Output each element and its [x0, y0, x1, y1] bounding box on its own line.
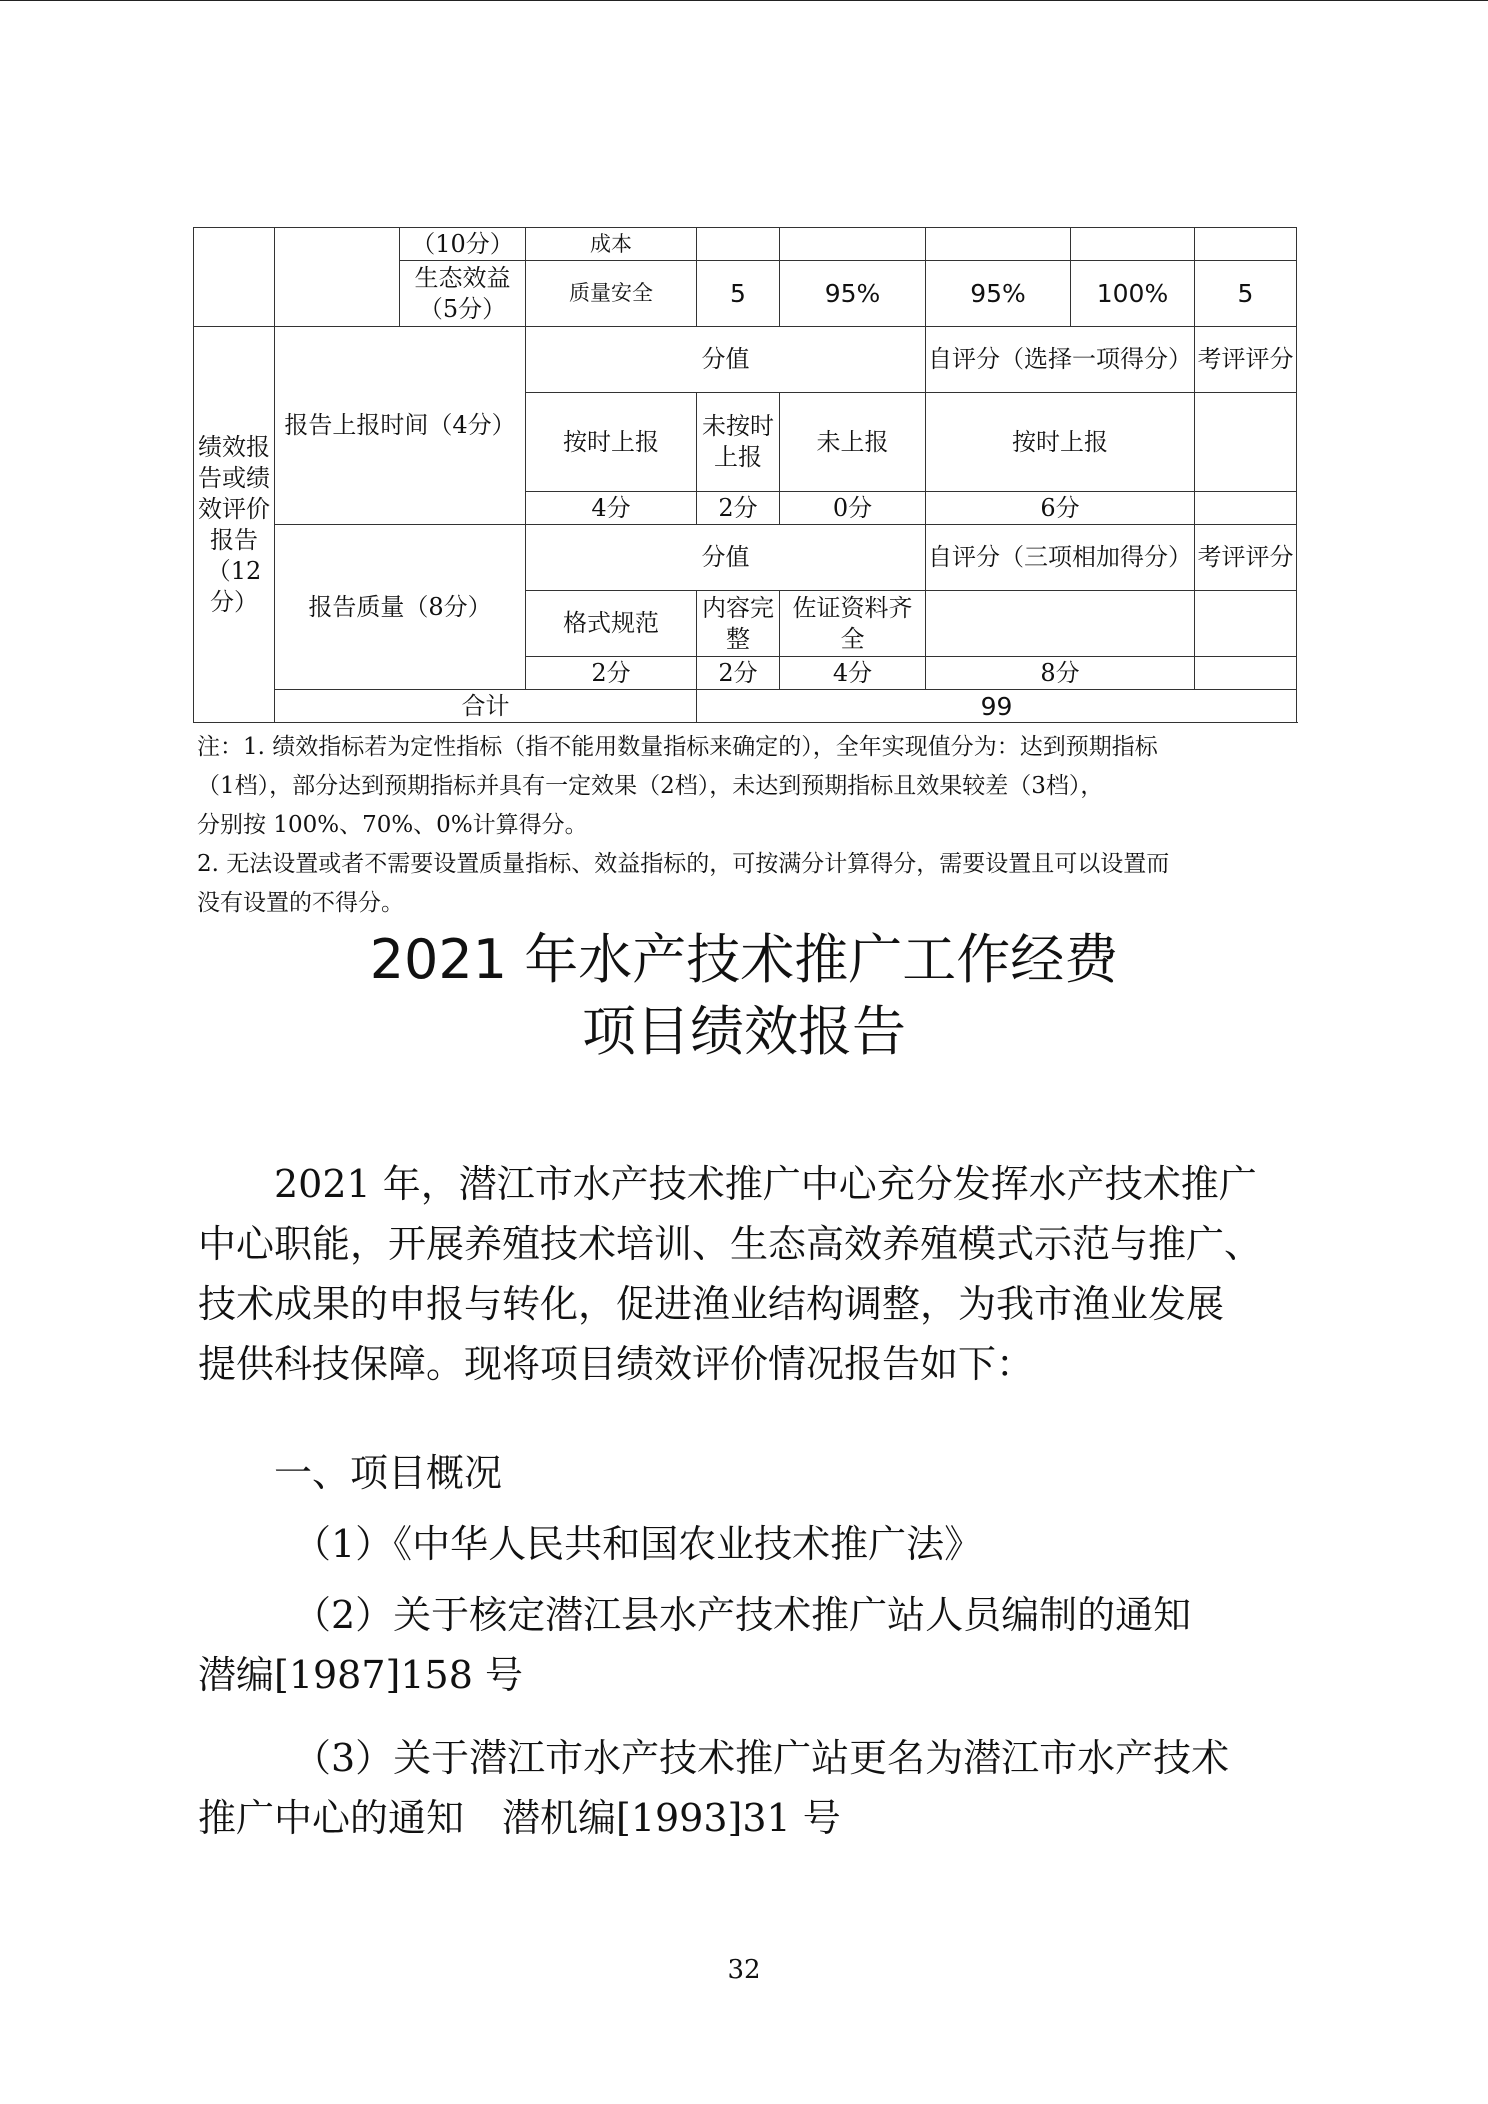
- blank-cell: [1195, 228, 1297, 261]
- cell-r2-c3: 生态效益（5分）: [400, 261, 526, 327]
- report-time-self-header: 自评分（选择一项得分）: [926, 327, 1195, 393]
- document-title-line-2: 项目绩效报告: [582, 1000, 906, 1063]
- table-row: [194, 690, 1297, 723]
- blank-cell: [194, 228, 275, 327]
- body-line: 2021 年，潜江市水产技术推广中心充分发挥水产技术推广: [198, 1162, 1257, 1206]
- report-time-option-2: 未按时上报: [697, 393, 780, 492]
- report-time-option-3: 未上报: [780, 393, 926, 492]
- table-notes: [197, 728, 1297, 923]
- note-line: 注：1. 绩效指标若为定性指标（指不能用数量指标来确定的），全年实现值分为：达到预期指标: [197, 734, 1158, 760]
- body-line: （3）关于潜江市水产技术推广站更名为潜江市水产技术: [198, 1736, 1230, 1780]
- note-line: 2. 无法设置或者不需要设置质量指标、效益指标的，可按满分计算得分，需要设置且可以设置而: [197, 851, 1170, 877]
- report-body-section: [198, 1443, 1298, 1503]
- blank-cell: [1071, 228, 1195, 261]
- blank-cell: [1195, 492, 1297, 525]
- report-quality-option-1: 格式规范: [526, 591, 697, 657]
- note-line: 分别按 100%、70%、0%计算得分。: [197, 812, 588, 838]
- page-number: 32: [727, 1955, 761, 1985]
- cell-r2-c4: 质量安全: [526, 261, 697, 327]
- report-quality-option-3: 佐证资料齐全: [780, 591, 926, 657]
- cell-r2-c7: 95%: [926, 261, 1071, 327]
- report-body-list: [198, 1514, 1298, 1574]
- table-row: [194, 327, 1297, 393]
- blank-cell: [780, 228, 926, 261]
- body-line: 一、项目概况: [198, 1451, 503, 1495]
- blank-cell: [926, 591, 1195, 657]
- report-body-list: [198, 1728, 1298, 1848]
- report-quality-option-2: 内容完整: [697, 591, 780, 657]
- total-value: 99: [697, 690, 1297, 723]
- report-time-score-3: 0分: [780, 492, 926, 525]
- cell-r2-c5: 5: [697, 261, 780, 327]
- performance-score-table: [193, 227, 1297, 723]
- table-row: [194, 228, 1297, 261]
- note-line: （1档），部分达到预期指标并具有一定效果（2档），未达到预期指标且效果较差（3档），: [197, 773, 1104, 799]
- blank-cell: [926, 228, 1071, 261]
- body-line: （1）《中华人民共和国农业技术推广法》: [198, 1522, 983, 1566]
- cell-r1-c3: （10分）: [400, 228, 526, 261]
- report-quality-score-1: 2分: [526, 657, 697, 690]
- report-quality-self-header: 自评分（三项相加得分）: [926, 525, 1195, 591]
- report-time-review-header: 考评评分: [1195, 327, 1297, 393]
- report-time-self-score: 6分: [926, 492, 1195, 525]
- report-quality-review-header: 考评评分: [1195, 525, 1297, 591]
- report-time-value-header: 分值: [526, 327, 926, 393]
- cell-r2-c9: 5: [1195, 261, 1297, 327]
- report-time-score-1: 4分: [526, 492, 697, 525]
- report-quality-value-header: 分值: [526, 525, 926, 591]
- document-title-line-1: 2021 年水产技术推广工作经费: [369, 928, 1119, 991]
- body-line: 中心职能，开展养殖技术培训、生态高效养殖模式示范与推广、: [198, 1222, 1263, 1266]
- blank-cell: [1195, 657, 1297, 690]
- body-line: （2）关于核定潜江县水产技术推广站人员编制的通知: [198, 1593, 1192, 1637]
- report-body-paragraph: [198, 1154, 1298, 1394]
- body-line: 潜编[1987]158 号: [198, 1653, 523, 1697]
- note-line: 没有设置的不得分。: [197, 890, 404, 916]
- report-time-score-2: 2分: [697, 492, 780, 525]
- report-body-list: [198, 1585, 1298, 1705]
- report-quality-self-score: 8分: [926, 657, 1195, 690]
- cell-r2-c6: 95%: [780, 261, 926, 327]
- top-border-line: [0, 0, 1488, 1]
- report-time-label: 报告上报时间（4分）: [275, 327, 526, 525]
- report-time-self-value: 按时上报: [926, 393, 1195, 492]
- report-quality-label: 报告质量（8分）: [275, 525, 526, 690]
- body-line: 技术成果的申报与转化，促进渔业结构调整，为我市渔业发展: [198, 1282, 1225, 1326]
- cell-r2-c8: 100%: [1071, 261, 1195, 327]
- body-line: 推广中心的通知 潜机编[1993]31 号: [198, 1796, 841, 1840]
- report-time-option-1: 按时上报: [526, 393, 697, 492]
- blank-cell: [697, 228, 780, 261]
- blank-cell: [275, 228, 400, 327]
- cell-r1-c4: 成本: [526, 228, 697, 261]
- section-label-cell: 绩效报告或绩效评价报告（12分）: [194, 327, 275, 723]
- blank-cell: [1195, 591, 1297, 657]
- body-line: 提供科技保障。现将项目绩效评价情况报告如下：: [198, 1342, 1035, 1386]
- report-quality-score-2: 2分: [697, 657, 780, 690]
- total-label: 合计: [275, 690, 697, 723]
- table-row: [194, 525, 1297, 591]
- report-quality-score-3: 4分: [780, 657, 926, 690]
- blank-cell: [1195, 393, 1297, 492]
